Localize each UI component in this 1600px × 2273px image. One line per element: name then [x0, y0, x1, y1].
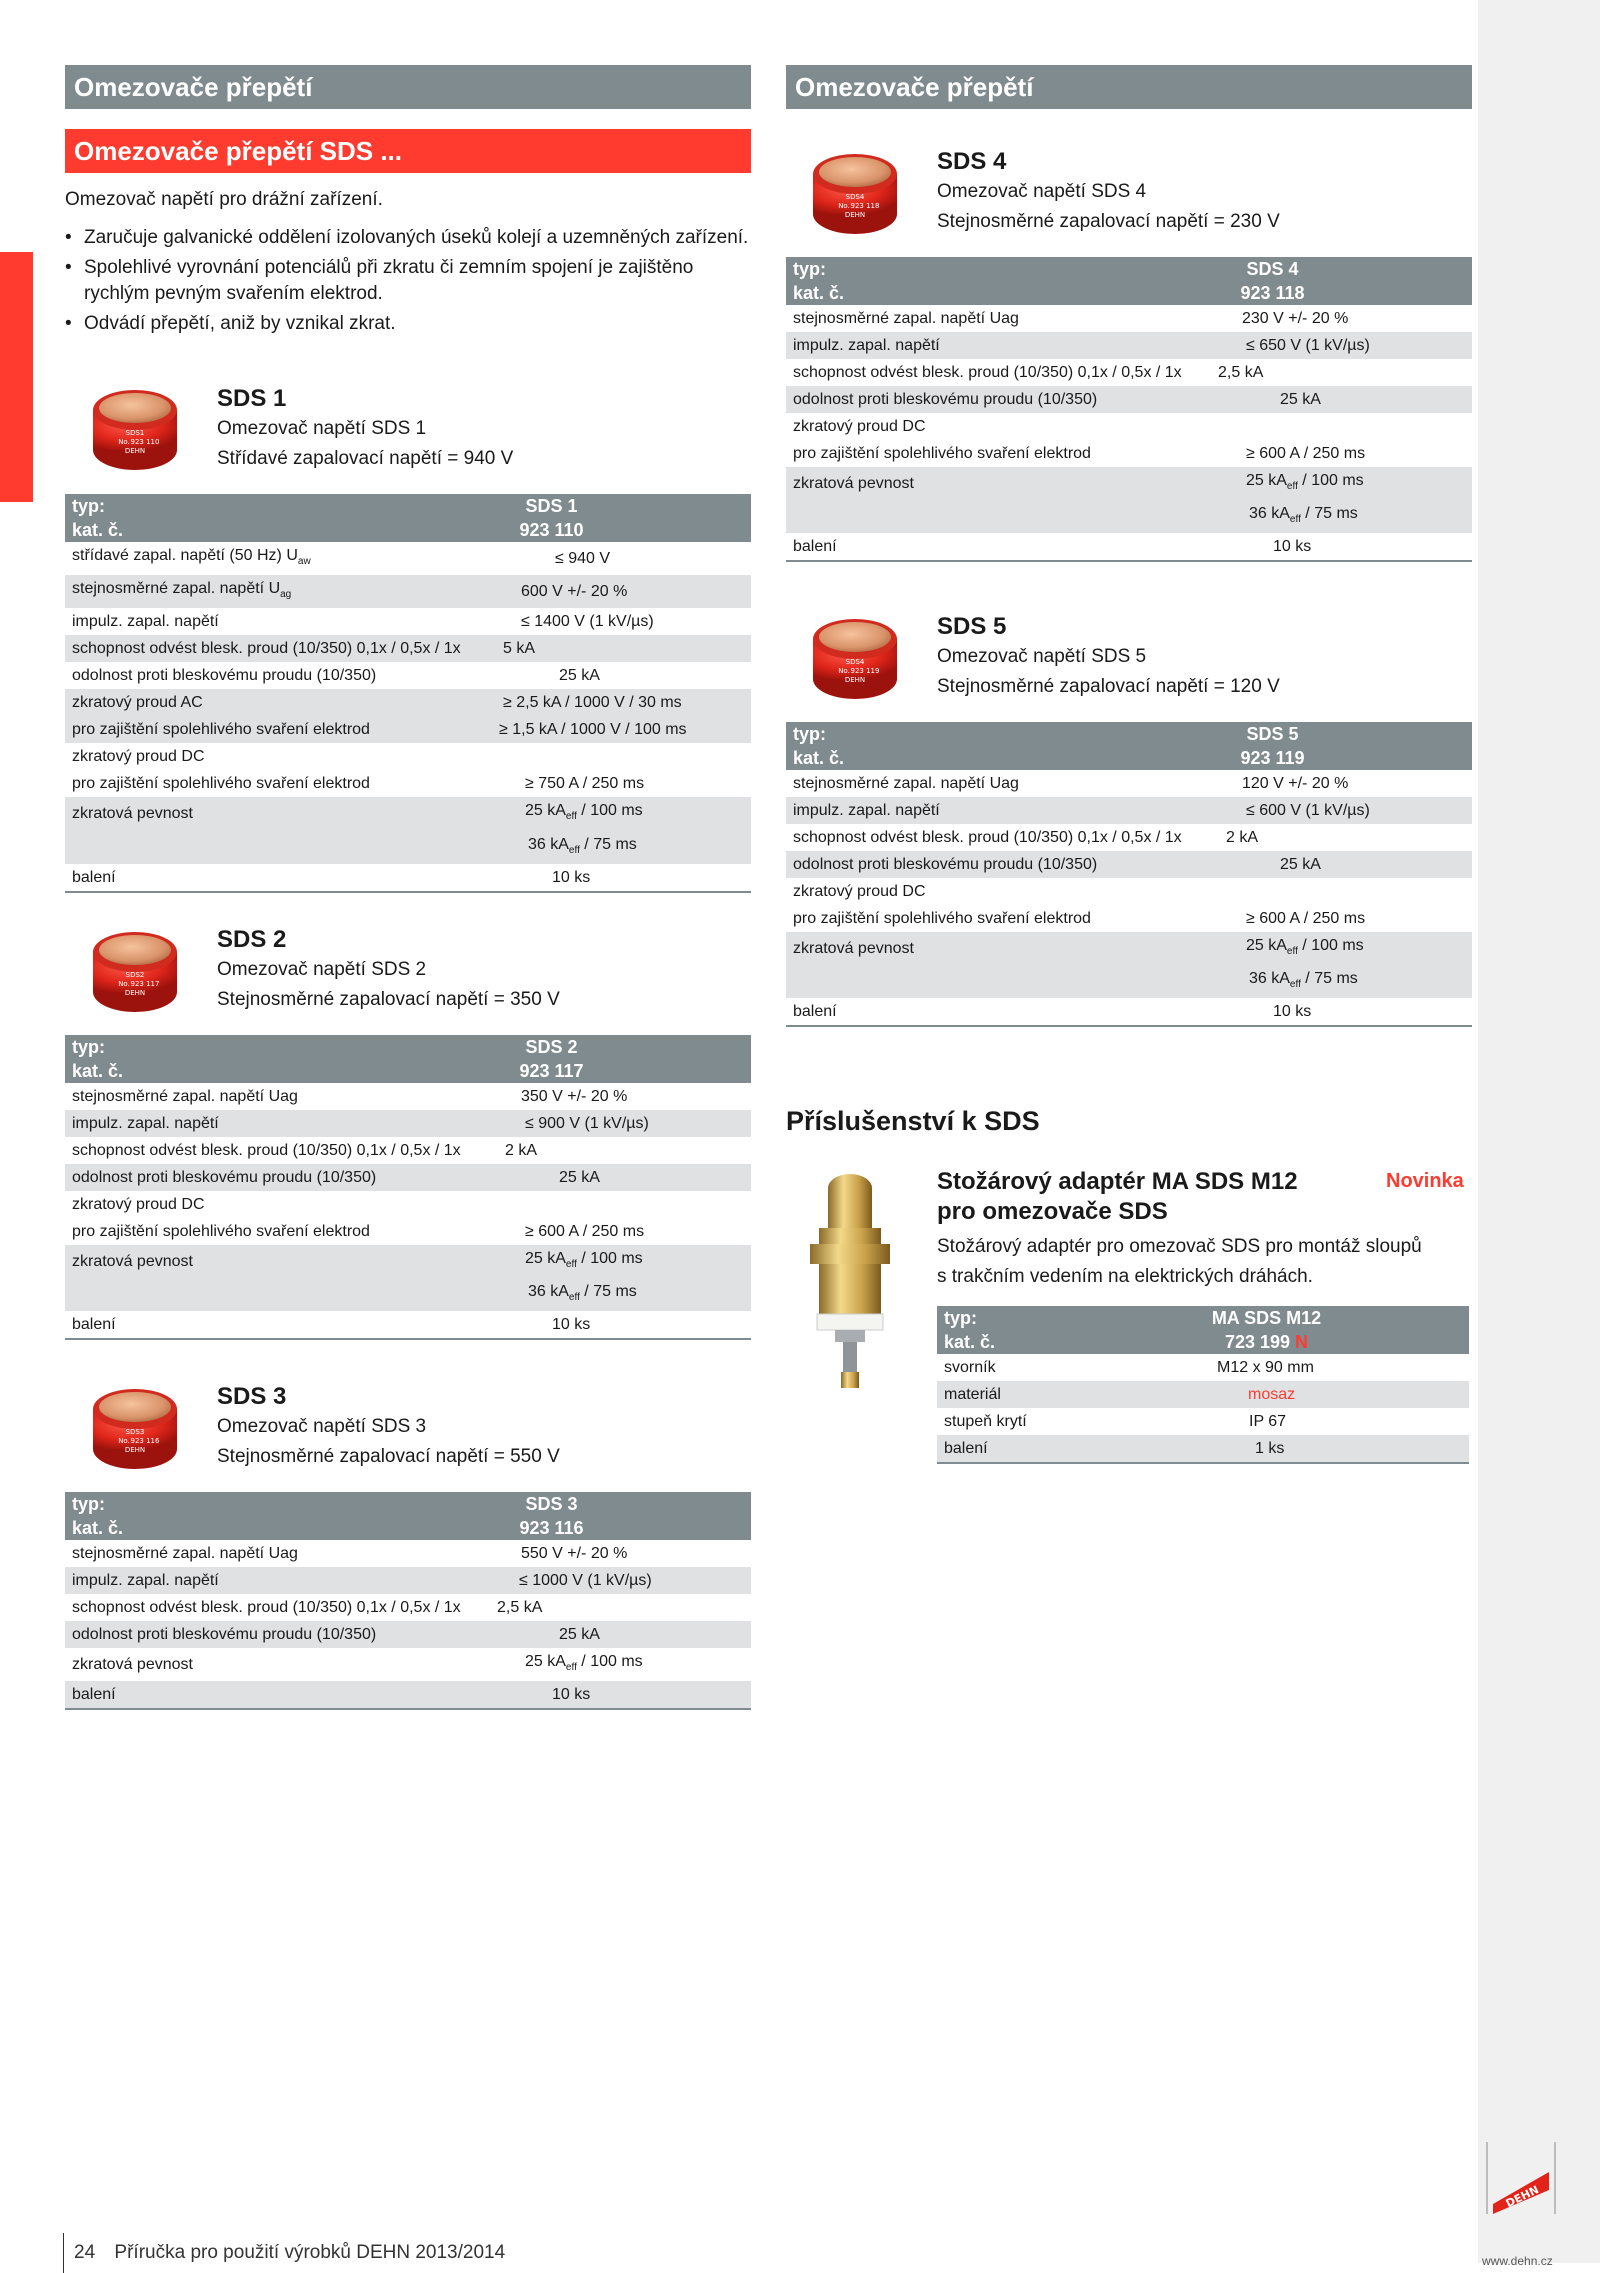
table-cell: schopnost odvést blesk. proud (10/350) 0,1x / 0,5x / 1x — [72, 1142, 461, 1159]
typ-label: typ: — [786, 257, 1186, 281]
table-cell: ≥ 750 A / 250 ms — [525, 775, 645, 793]
table-cell: 2,5 kA — [1218, 364, 1264, 381]
sds4-heading — [937, 147, 1280, 237]
typ-label: typ: — [937, 1306, 1177, 1330]
table-row — [937, 1354, 1469, 1381]
table-row — [65, 1311, 751, 1339]
table-row — [65, 689, 751, 716]
sds3-heading — [217, 1382, 560, 1472]
table-cell: impulz. zapal. napětí — [786, 797, 1186, 824]
table-cell: 1 ks — [1177, 1435, 1469, 1463]
table-row — [65, 1278, 751, 1311]
website-url: www.dehn.cz — [1482, 2254, 1553, 2268]
svg-text:SDS1: SDS1 — [125, 429, 145, 437]
table-cell: 2 kA — [1226, 829, 1259, 846]
typ-label: typ: — [65, 1035, 465, 1059]
svg-text:No.: No. — [118, 1437, 130, 1445]
table-row — [65, 542, 751, 575]
table-cell: schopnost odvést blesk. proud (10/350) 0,1x / 0,5x / 1x — [72, 1599, 461, 1616]
table-cell: 25 kA — [465, 1621, 751, 1648]
table-cell — [1186, 413, 1472, 440]
table-cell: 25 kA — [1186, 851, 1472, 878]
table-cell: stejnosměrné zapal. napětí Uag — [793, 310, 1019, 327]
table-cell: balení — [786, 998, 1186, 1026]
table-cell: 25 kA — [559, 667, 600, 685]
table-cell: 2,5 kA — [497, 1599, 543, 1616]
table-row — [65, 1245, 751, 1278]
table-cell: zkratový proud DC — [72, 1196, 205, 1213]
feature-list — [65, 225, 751, 337]
sds4-spec-table — [786, 257, 1472, 562]
kat-value: 923 116 — [465, 1516, 751, 1540]
kat-value: 723 199 N — [1177, 1330, 1469, 1354]
table-cell: 350 V +/- 20 % — [521, 1088, 628, 1105]
sds2-description: Omezovač napětí SDS 2 — [217, 959, 427, 980]
accessories-heading: Příslušenství k SDS — [786, 1106, 1040, 1136]
svg-text:DEHN: DEHN — [124, 447, 146, 455]
typ-value: SDS 5 — [1186, 722, 1472, 746]
table-cell: balení — [65, 1681, 465, 1709]
kat-label: kat. č. — [65, 1059, 465, 1083]
table-cell: balení — [786, 533, 1186, 561]
table-cell — [465, 1191, 751, 1218]
kat-label: kat. č. — [937, 1330, 1177, 1354]
table-cell: impulz. zapal. napětí — [72, 613, 219, 631]
sds3-voltage: Stejnosměrné zapalovací napětí = 550 V — [217, 1446, 560, 1467]
table-row — [786, 359, 1472, 386]
section-header-right: Omezovače přepětí — [786, 65, 1472, 109]
adapter-desc-line2: s trakčním vedením na elektrických dráhách. — [937, 1266, 1313, 1287]
dehn-logo — [1485, 2142, 1557, 2214]
table-row — [786, 965, 1472, 998]
table-cell: pro zajištění spolehlivého svaření elektrod — [72, 1223, 370, 1240]
table-row — [65, 1218, 751, 1245]
table-cell: 25 kA — [465, 1164, 751, 1191]
mast-adapter-product-image — [805, 1170, 895, 1392]
typ-label: typ: — [65, 494, 465, 518]
svg-text:No.: No. — [118, 438, 130, 446]
section-header-left: Omezovače přepětí — [65, 65, 751, 109]
table-cell: 2 kA — [505, 1142, 538, 1159]
kat-label: kat. č. — [65, 518, 465, 542]
table-row — [65, 1567, 751, 1594]
sds5-spec-table — [786, 722, 1472, 1027]
table-cell: zkratový proud DC — [793, 883, 926, 900]
table-row — [786, 332, 1472, 359]
svg-text:DEHN: DEHN — [124, 989, 146, 997]
sds5-description: Omezovač napětí SDS 5 — [937, 646, 1147, 667]
table-cell — [786, 965, 1186, 998]
table-cell: schopnost odvést blesk. proud (10/350) 0,1x / 0,5x / 1x — [793, 829, 1182, 846]
typ-value: MA SDS M12 — [1177, 1306, 1469, 1330]
typ-label: typ: — [786, 722, 1186, 746]
table-row — [786, 824, 1472, 851]
adapter-heading — [937, 1167, 1397, 1227]
sds2-product-image — [92, 930, 178, 1016]
table-cell: ≥ 600 A / 250 ms — [1246, 445, 1366, 462]
table-cell: stejnosměrné zapal. napětí Uag — [72, 1088, 298, 1105]
adapter-description — [937, 1232, 1422, 1292]
table-cell: IP 67 — [1249, 1413, 1287, 1430]
table-cell: ≤ 600 V (1 kV/µs) — [1186, 797, 1472, 824]
table-cell: ≥ 600 A / 250 ms — [525, 1223, 645, 1240]
table-cell: 600 V +/- 20 % — [465, 575, 751, 608]
svg-text:DEHN: DEHN — [844, 211, 866, 219]
typ-label: typ: — [65, 1492, 465, 1516]
table-cell: ≤ 940 V — [555, 550, 611, 568]
publication-title: Příručka pro použití výrobků DEHN 2013/2014 — [114, 2242, 506, 2263]
table-cell: odolnost proti bleskovému proudu (10/350) — [786, 386, 1186, 413]
sds1-heading — [217, 384, 513, 474]
table-cell: pro zajištění spolehlivého svaření elektrod — [72, 775, 370, 793]
svg-text:No.: No. — [118, 980, 130, 988]
table-cell: M12 x 90 mm — [1217, 1359, 1314, 1376]
table-cell: odolnost proti bleskovému proudu (10/350) — [65, 1164, 465, 1191]
table-cell: 550 V +/- 20 % — [521, 1545, 628, 1562]
sds1-product-image — [92, 388, 178, 474]
table-row — [65, 864, 751, 892]
feature-item: • Odvádí přepětí, aniž by vznikal zkrat. — [65, 311, 751, 337]
table-row — [786, 770, 1472, 797]
table-cell: 25 $kA_{eff} / 100$ ms — [465, 797, 751, 830]
typ-value: SDS 3 — [465, 1492, 751, 1516]
table-row — [65, 1191, 751, 1218]
table-cell: schopnost odvést blesk. proud (10/350) 0,1x / 0,5x / 1x — [65, 635, 465, 662]
adapter-spec-table — [937, 1306, 1469, 1464]
table-row — [65, 797, 751, 830]
table-cell: 10 ks — [1186, 998, 1472, 1026]
svg-text:SDS4: SDS4 — [845, 193, 865, 201]
kat-label: kat. č. — [786, 746, 1186, 770]
table-row — [65, 831, 751, 864]
page-footer — [63, 2233, 634, 2273]
sds4-title: SDS 4 — [937, 148, 1007, 175]
table-row — [65, 770, 751, 797]
table-row — [65, 662, 751, 689]
feature-item: • Spolehlivé vyrovnání potenciálů při zkratu či zemním spojení je zajištěno rychlým pevným svařením elektrod. — [65, 255, 751, 307]
typ-value: SDS 4 — [1186, 257, 1472, 281]
feature-item: • Zaručuje galvanické oddělení izolovaných úseků kolejí a uzemněných zařízení. — [65, 225, 751, 251]
intro-sentence: Omezovač napětí pro drážní zařízení. — [65, 189, 383, 210]
table-cell: ≤ 1000 V (1 kV/µs) — [465, 1567, 751, 1594]
sds4-description: Omezovač napětí SDS 4 — [937, 181, 1147, 202]
kat-value: 923 119 — [1186, 746, 1472, 770]
table-row — [786, 878, 1472, 905]
table-cell: schopnost odvést blesk. proud (10/350) 0,1x / 0,5x / 1x — [793, 364, 1182, 381]
table-cell: zkratová pevnost — [65, 797, 465, 830]
typ-value: SDS 1 — [465, 494, 751, 518]
table-cell: 5 kA — [465, 635, 751, 662]
intro-text — [65, 187, 751, 337]
sds4-voltage: Stejnosměrné zapalovací napětí = 230 V — [937, 211, 1280, 232]
table-cell: zkratová pevnost — [786, 932, 1186, 965]
table-cell: ≤ 650 V (1 kV/µs) — [1186, 332, 1472, 359]
sds3-title: SDS 3 — [217, 1383, 287, 1410]
sds1-spec-table — [65, 494, 751, 893]
table-row — [786, 440, 1472, 467]
table-cell — [65, 1278, 465, 1311]
table-cell: impulz. zapal. napětí — [786, 332, 1186, 359]
table-cell: 25 $kA_{eff} / 100$ ms — [465, 1245, 751, 1278]
table-cell: ≤ 1400 V (1 kV/µs) — [521, 613, 654, 631]
table-cell: 10 ks — [465, 864, 751, 892]
svg-text:923 117: 923 117 — [130, 980, 160, 988]
table-row — [786, 305, 1472, 332]
table-cell: ≥ 1,5 kA / 1000 V / 100 ms — [465, 716, 751, 743]
table-row — [786, 467, 1472, 500]
table-row — [65, 1681, 751, 1709]
section-tab-marker — [0, 252, 33, 502]
table-row — [65, 1648, 751, 1681]
adapter-title-line1: Stožárový adaptér MA SDS M12 — [937, 1168, 1298, 1195]
sds1-description: Omezovač napětí SDS 1 — [217, 418, 427, 439]
svg-text:DEHN: DEHN — [844, 676, 866, 684]
new-badge: Novinka — [1386, 1170, 1464, 1192]
typ-value: SDS 2 — [465, 1035, 751, 1059]
table-row — [65, 635, 751, 662]
sds1-voltage: Střídavé zapalovací napětí = 940 V — [217, 448, 514, 469]
table-cell: 10 ks — [465, 1681, 751, 1709]
table-cell: střídavé zapal. napětí (50 Hz) $U_{aw}$ — [72, 547, 311, 568]
table-cell: impulz. zapal. napětí — [65, 1110, 465, 1137]
kat-label: kat. č. — [786, 281, 1186, 305]
table-cell: mosaz — [1177, 1381, 1469, 1408]
table-row — [786, 533, 1472, 561]
svg-text:923 110: 923 110 — [130, 438, 160, 446]
table-row — [937, 1435, 1469, 1463]
svg-text:No.: No. — [838, 202, 850, 210]
table-cell: zkratová pevnost — [65, 1245, 465, 1278]
svg-text:SDS4: SDS4 — [845, 658, 865, 666]
table-cell: zkratový proud DC — [793, 418, 926, 435]
svg-text:SDS2: SDS2 — [125, 971, 145, 979]
svg-text:DEHN: DEHN — [124, 1446, 146, 1454]
page-number: 24 — [74, 2242, 96, 2263]
table-row — [65, 1083, 751, 1110]
adapter-title-line2: pro omezovače SDS — [937, 1198, 1168, 1225]
table-cell: 120 V +/- 20 % — [1242, 775, 1349, 792]
table-cell: ≤ 900 V (1 kV/µs) — [465, 1110, 751, 1137]
table-cell: stejnosměrné zapal. napětí Uag — [793, 775, 1019, 792]
table-cell: zkratová pevnost — [72, 1656, 193, 1674]
table-cell: svorník — [944, 1359, 996, 1376]
table-row — [786, 797, 1472, 824]
table-row — [65, 608, 751, 635]
table-cell — [465, 743, 751, 770]
table-row — [65, 1164, 751, 1191]
adapter-desc-line1: Stožárový adaptér pro omezovač SDS pro montáž sloupů — [937, 1236, 1422, 1257]
table-cell: ≥ 2,5 kA / 1000 V / 30 ms — [465, 689, 751, 716]
table-row — [786, 413, 1472, 440]
svg-text:923 118: 923 118 — [850, 202, 880, 210]
sds3-description: Omezovač napětí SDS 3 — [217, 1416, 427, 1437]
table-row — [937, 1381, 1469, 1408]
table-row — [786, 500, 1472, 533]
table-row — [786, 998, 1472, 1026]
sds2-title: SDS 2 — [217, 926, 287, 953]
table-row — [65, 1110, 751, 1137]
kat-value: 923 117 — [465, 1059, 751, 1083]
table-cell: balení — [65, 1311, 465, 1339]
table-cell: zkratový proud AC — [65, 689, 465, 716]
table-cell: 25 $kA_{eff} / 100$ ms — [1186, 932, 1472, 965]
sds5-title: SDS 5 — [937, 613, 1007, 640]
table-cell: odolnost proti bleskovému proudu (10/350) — [72, 667, 377, 685]
svg-text:SDS3: SDS3 — [125, 1428, 145, 1436]
table-cell: 25 kA — [1186, 386, 1472, 413]
table-row — [786, 905, 1472, 932]
table-row — [65, 1621, 751, 1648]
sds4-product-image — [812, 152, 898, 238]
sds2-voltage: Stejnosměrné zapalovací napětí = 350 V — [217, 989, 560, 1010]
table-cell — [786, 500, 1186, 533]
table-cell: 36 $kA_{eff} / 75$ ms — [1186, 965, 1472, 998]
table-cell: balení — [937, 1435, 1177, 1463]
table-cell: stejnosměrné zapal. napětí Uag — [72, 1545, 298, 1562]
table-cell: materiál — [937, 1381, 1177, 1408]
table-cell: 36 $kA_{eff} / 75$ ms — [465, 831, 751, 864]
table-cell: zkratová pevnost — [786, 467, 1186, 500]
table-row — [65, 1540, 751, 1567]
sds5-heading — [937, 612, 1280, 702]
table-cell: 10 ks — [1186, 533, 1472, 561]
table-cell: pro zajištění spolehlivého svaření elektrod — [65, 716, 465, 743]
sds2-spec-table — [65, 1035, 751, 1340]
svg-text:923 119: 923 119 — [850, 667, 880, 675]
table-cell: pro zajištění spolehlivého svaření elektrod — [793, 445, 1091, 462]
table-cell: stupeň krytí — [944, 1413, 1027, 1430]
sds1-title: SDS 1 — [217, 385, 287, 412]
table-row — [65, 1137, 751, 1164]
svg-text:923 116: 923 116 — [130, 1437, 160, 1445]
right-margin-bar — [1478, 0, 1600, 2263]
table-cell: zkratový proud DC — [72, 748, 205, 766]
table-row — [65, 575, 751, 608]
svg-text:No.: No. — [838, 667, 850, 675]
table-cell: ≥ 600 A / 250 ms — [1246, 910, 1366, 927]
table-row — [786, 851, 1472, 878]
table-cell: odolnost proti bleskovému proudu (10/350) — [786, 851, 1186, 878]
sds5-product-image — [812, 617, 898, 703]
table-cell: balení — [65, 864, 465, 892]
table-row — [65, 716, 751, 743]
table-cell — [65, 831, 465, 864]
svg-text:DEHN: DEHN — [1503, 2183, 1541, 2211]
table-cell: 230 V +/- 20 % — [1242, 310, 1349, 327]
table-row — [937, 1408, 1469, 1435]
table-cell: 25 $kA_{eff} / 100$ ms — [525, 1653, 643, 1674]
sds5-voltage: Stejnosměrné zapalovací napětí = 120 V — [937, 676, 1280, 697]
table-cell: 25 $kA_{eff} / 100$ ms — [1186, 467, 1472, 500]
kat-label: kat. č. — [65, 1516, 465, 1540]
table-row — [786, 386, 1472, 413]
subsection-header: Omezovače přepětí SDS ... — [65, 129, 751, 173]
table-cell: odolnost proti bleskovému proudu (10/350) — [65, 1621, 465, 1648]
sds3-spec-table — [65, 1492, 751, 1710]
kat-value: 923 118 — [1186, 281, 1472, 305]
sds2-heading — [217, 925, 560, 1015]
table-row — [786, 932, 1472, 965]
table-row — [65, 743, 751, 770]
table-row — [65, 1594, 751, 1621]
sds3-product-image — [92, 1387, 178, 1473]
table-cell: 36 $kA_{eff} / 75$ ms — [1186, 500, 1472, 533]
table-cell: 36 $kA_{eff} / 75$ ms — [465, 1278, 751, 1311]
table-cell — [1186, 878, 1472, 905]
table-cell: 10 ks — [465, 1311, 751, 1339]
table-cell: pro zajištění spolehlivého svaření elektrod — [793, 910, 1091, 927]
table-cell: stejnosměrné zapal. napětí $U_{ag}$ — [65, 575, 465, 608]
kat-value: 923 110 — [465, 518, 751, 542]
new-flag: N — [1295, 1332, 1309, 1352]
table-cell: impulz. zapal. napětí — [65, 1567, 465, 1594]
